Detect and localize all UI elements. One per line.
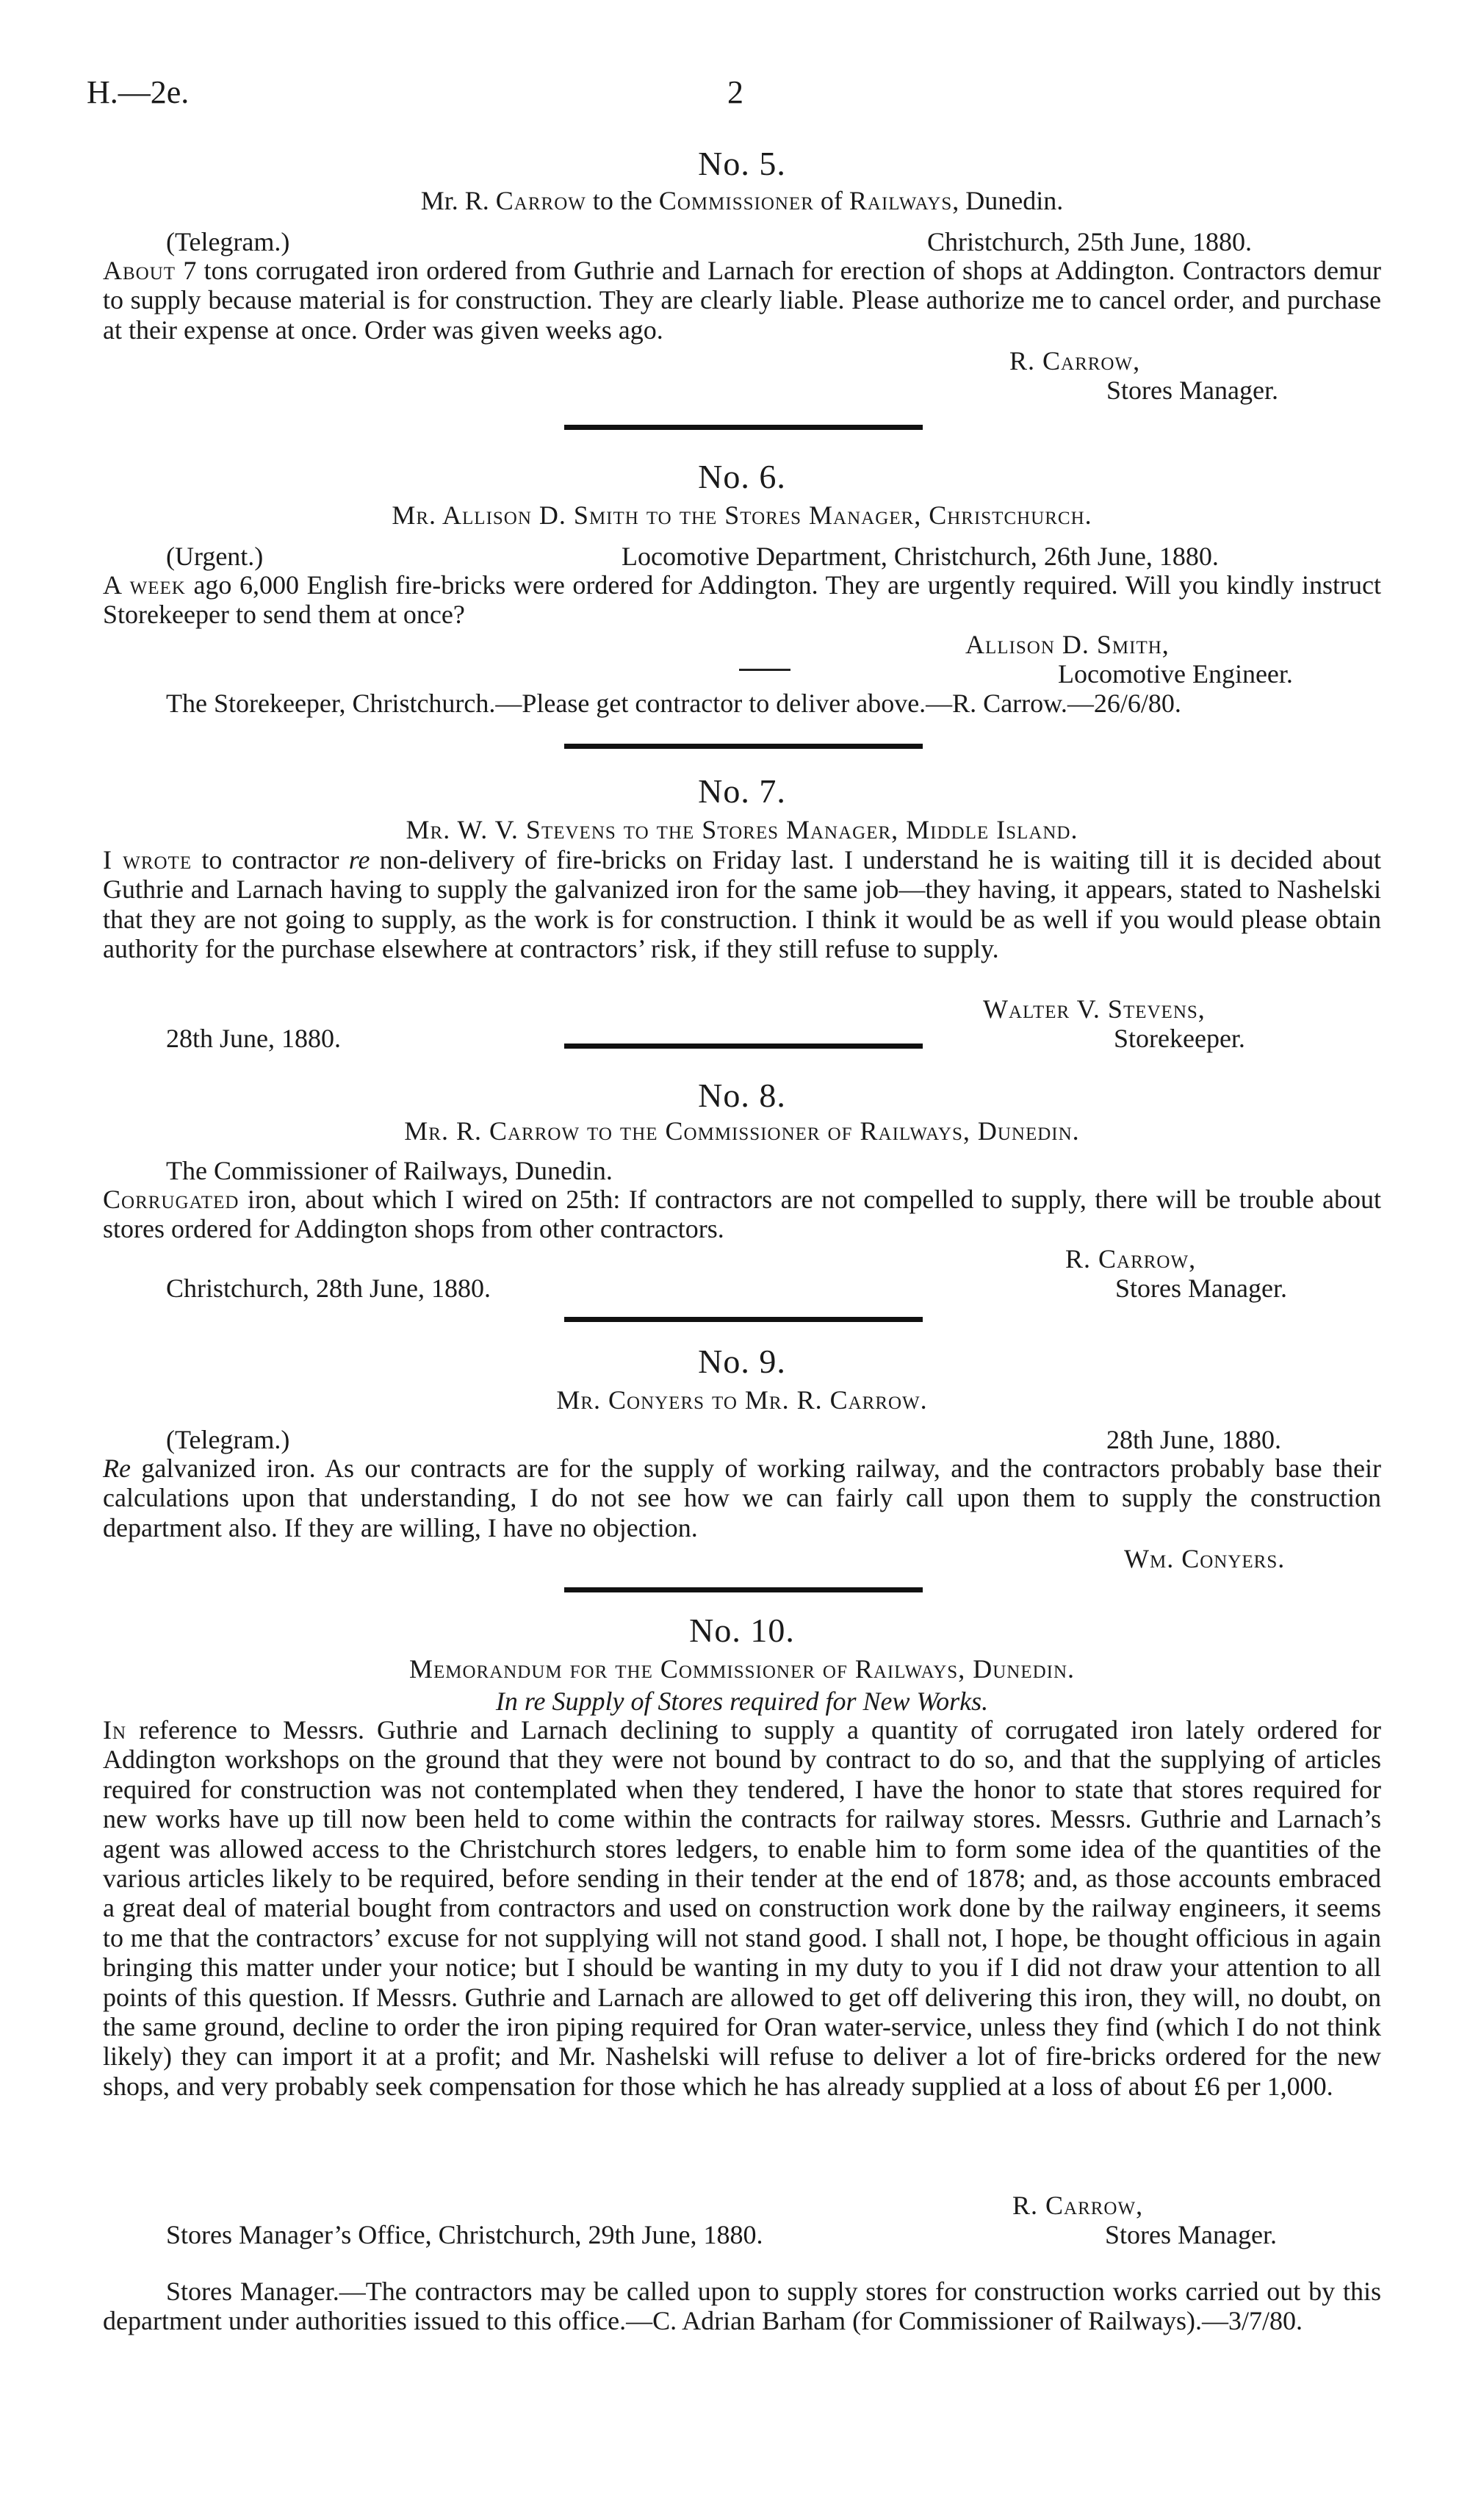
section-8-dateline: Christchurch, 28th June, 1880. xyxy=(166,1274,491,1303)
section-8-signature-title: Stores Manager. xyxy=(1115,1274,1287,1303)
section-10-heading: Memorandum for the Commissioner of Railways, Dunedin. xyxy=(408,1654,1076,1684)
section-10-signature-name: R. Carrow, xyxy=(1012,2191,1144,2220)
section-6-minute: The Storekeeper, Christchurch.—Please get contractor to deliver above.—R. Carrow.—26/6/80. xyxy=(166,689,1181,718)
section-8-heading: Mr. R. Carrow to the Commissioner of Railways, Dunedin. xyxy=(404,1116,1080,1146)
section-7-body: I wrote to contractor re non-delivery of fire-bricks on Friday last. I understand he is waiting till it is decided about Guthrie and Larnach having to supply the galvanized iron for the same job—they having, it appears, stated to Nashelski that they are not going to supply, as the work is for construction. I think it would be as well if you would please obtain authority for the purchase elsewhere at contractors’ risk, if they still refuse to supply. xyxy=(103,845,1382,964)
signature-dash xyxy=(739,669,790,671)
section-10-body: In reference to Messrs. Guthrie and Larnach declining to supply a quantity of corrugated iron lately ordered for Addington workshops on the ground that they were not bound by contract to do so, and that the supplying of articles required for construction was not contemplated when they tendered, I have the honor to state that stores required for new works have up till now been held to come within the contracts for railway stores. Messrs. Guthrie and Larnach’s agent was allowed access to the Christchurch stores ledgers, to enable him to form some idea of the quantities of the various articles likely to be required, before sending in their tender at the end of 1878; and, as those accounts embraced a great deal of material bought from contractors and used on construction work done by the railway engineers, it seems to me that the contractors’ excuse for not supplying will not stand good. I shall not, I hope, be thought officious in again bringing this matter under your notice; but I should be wanting in my duty to you if I did not draw your attention to all points of this question. If Messrs. Guthrie and Larnach are allowed to get off delivering this iron, they will, no doubt, on the same ground, decline to order the iron piping required for Oran water-service, unless they find (which I do not think likely) they can import it at a profit; and Mr. Nashelski will refuse to deliver a lot of fire-bricks ordered for the new shops, and very probably seek compensation for those which he has already supplied at a loss of about £6 per 1,000. xyxy=(103,1715,1381,2101)
divider-rule xyxy=(564,744,923,749)
section-10-subheading: In re Supply of Stores required for New Works. xyxy=(495,1687,989,1716)
section-10-number: No. 10. xyxy=(689,1612,795,1649)
section-5-type: (Telegram.) xyxy=(166,227,290,256)
section-5-signature-title: Stores Manager. xyxy=(1106,376,1278,405)
section-7-heading: Mr. W. V. Stevens to the Stores Manager, Middle Island. xyxy=(406,815,1078,844)
section-8-addressee: The Commissioner of Railways, Dunedin. xyxy=(166,1156,613,1185)
section-5-dateline: Christchurch, 25th June, 1880. xyxy=(927,227,1252,256)
section-7-signature-name: Walter V. Stevens, xyxy=(983,994,1206,1024)
section-8-signature-name: R. Carrow, xyxy=(1065,1244,1197,1274)
page-number: 2 xyxy=(727,74,743,110)
section-7-date: 28th June, 1880. xyxy=(166,1024,341,1053)
section-9-type: (Telegram.) xyxy=(166,1425,290,1454)
section-6-type: (Urgent.) xyxy=(166,542,264,571)
section-6-heading: Mr. Allison D. Smith to the Stores Manager, Christchurch. xyxy=(392,500,1092,530)
section-9-body: Re galvanized iron. As our contracts are for the supply of working railway, and the contractors probably base their calculations upon that understanding, I do not see how we can fairly call upon them to supply the construction department also. If they are willing, I have no objection. xyxy=(103,1454,1381,1542)
section-6-signature-title: Locomotive Engineer. xyxy=(1058,659,1293,689)
section-5-number: No. 5. xyxy=(698,145,786,182)
section-7-number: No. 7. xyxy=(698,772,786,810)
section-10-minute: Stores Manager.—The contractors may be called upon to supply stores for construction works carried out by this department under authorities issued to this office.—C. Adrian Barham (for Commissioner of Railways).—3/7/80. xyxy=(103,2277,1381,2336)
section-9-number: No. 9. xyxy=(698,1343,786,1380)
divider-rule xyxy=(564,1587,923,1592)
section-9-signature-name: Wm. Conyers. xyxy=(1124,1544,1286,1573)
section-6-body: A week ago 6,000 English fire-bricks were ordered for Addington. They are urgently required. Will you kindly instruct Storekeeper to send them at once? xyxy=(103,570,1381,630)
divider-rule xyxy=(564,1044,923,1049)
section-6-signature-name: Allison D. Smith, xyxy=(965,630,1170,659)
document-reference: H.—2e. xyxy=(87,74,190,110)
section-6-number: No. 6. xyxy=(698,458,786,495)
section-6-dateline: Locomotive Department, Christchurch, 26th June, 1880. xyxy=(622,542,1219,571)
section-7-signature-title: Storekeeper. xyxy=(1114,1024,1245,1053)
section-9-heading: Mr. Conyers to Mr. R. Carrow. xyxy=(556,1385,928,1415)
section-5-heading: Mr. R. Carrow to the Commissioner of Railways, Dunedin. xyxy=(420,186,1064,215)
section-5-body: About 7 tons corrugated iron ordered from Guthrie and Larnach for erection of shops at Addington. Contractors demur to supply because material is for construction. They are clearly liable. Please authorize me to cancel order, and purchase at their expense at once. Order was given weeks ago. xyxy=(103,256,1381,345)
divider-rule xyxy=(564,425,923,430)
section-8-number: No. 8. xyxy=(698,1077,786,1114)
section-10-signature-title: Stores Manager. xyxy=(1105,2220,1277,2249)
section-10-dateline: Stores Manager’s Office, Christchurch, 29th June, 1880. xyxy=(166,2220,763,2249)
section-8-body: Corrugated iron, about which I wired on 25th: If contractors are not compelled to supply, there will be trouble about stores ordered for Addington shops from other contractors. xyxy=(103,1185,1381,1244)
divider-rule xyxy=(564,1317,923,1322)
section-5-signature-name: R. Carrow, xyxy=(1009,346,1141,376)
section-9-date: 28th June, 1880. xyxy=(1106,1425,1281,1454)
